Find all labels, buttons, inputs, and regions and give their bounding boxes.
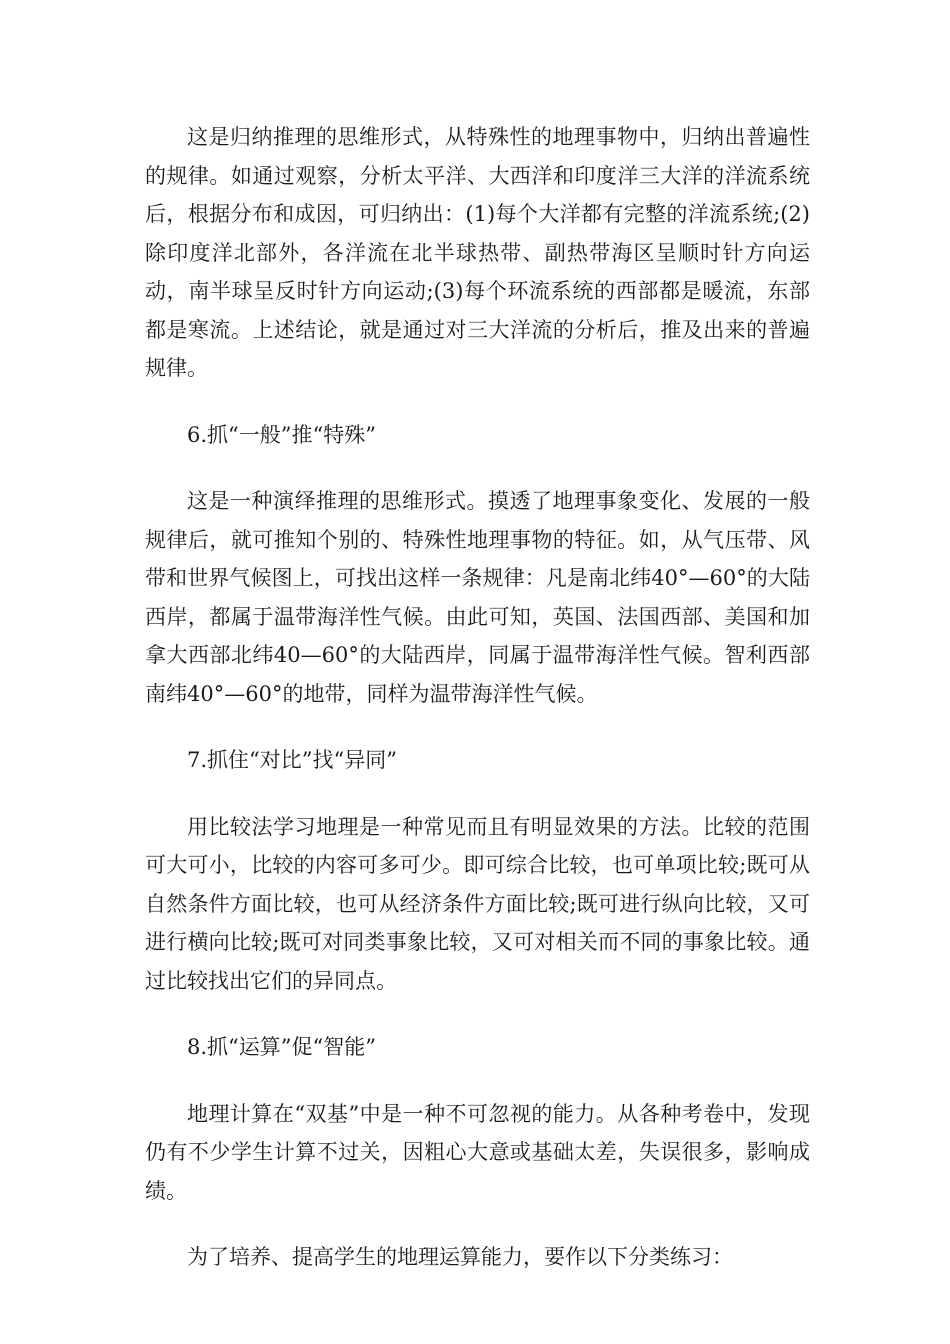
paragraph-deduction: 这是一种演绎推理的思维形式。摸透了地理事象变化、发展的一般规律后，就可推知个别的、特殊性地理事物的特征。如，从气压带、风带和世界气候图上，可找出这样一条规律：凡是南北纬40°—60°的大陆西岸，都属于温带海洋性气候。由此可知，英国、法国西部、美国和加拿大西部北纬40—60°的大陆西岸，同属于温带海洋性气候。智利西部南纬40°—60°的地带，同样为温带海洋性气候。 xyxy=(145,489,810,706)
paragraph-calculation: 地理计算在“双基”中是一种不可忽视的能力。从各种考卷中，发现仍有不少学生计算不过关，因粗心大意或基础太差，失误很多，影响成绩。 xyxy=(145,1101,810,1203)
spacer xyxy=(145,713,810,741)
paragraph-practice-intro: 为了培养、提高学生的地理运算能力，要作以下分类练习： xyxy=(187,1245,733,1269)
spacer xyxy=(145,1000,810,1028)
paragraph-comparison: 用比较法学习地理是一种常见而且有明显效果的方法。比较的范围可大可小，比较的内容可多可少。即可综合比较，也可单项比较;既可从自然条件方面比较，也可从经济条件方面比较;既可进行纵向比较，又可进行横向比较;既可对同类事象比较，又可对相关而不同的事象比较。通过比较找出它们的异同点。 xyxy=(145,814,810,993)
spacer xyxy=(145,1210,810,1238)
spacer xyxy=(145,454,810,482)
section-heading-6: 6.抓“一般”推“特殊” xyxy=(187,422,376,447)
spacer xyxy=(145,780,810,808)
spacer xyxy=(145,1067,810,1095)
section-heading-7: 7.抓住“对比”找“异同” xyxy=(187,748,397,772)
section-heading-8: 8.抓“运算”促“智能” xyxy=(187,1035,376,1059)
spacer xyxy=(145,388,810,416)
document-body xyxy=(145,118,810,1277)
paragraph-induction: 这是归纳推理的思维形式，从特殊性的地理事物中，归纳出普遍性的规律。如通过观察，分析太平洋、大西洋和印度洋三大洋的洋流系统后，根据分布和成因，可归纳出：(1)每个大洋都有完整的洋流系统;(2)除印度洋北部外，各洋流在北半球热带、副热带海区呈顺时针方向运动，南半球呈反时针方向运动;(3)每个环流系统的西部都是暖流，东部都是寒流。上述结论，就是通过对三大洋流的分析后，推及出来的普遍规律。 xyxy=(145,125,810,380)
